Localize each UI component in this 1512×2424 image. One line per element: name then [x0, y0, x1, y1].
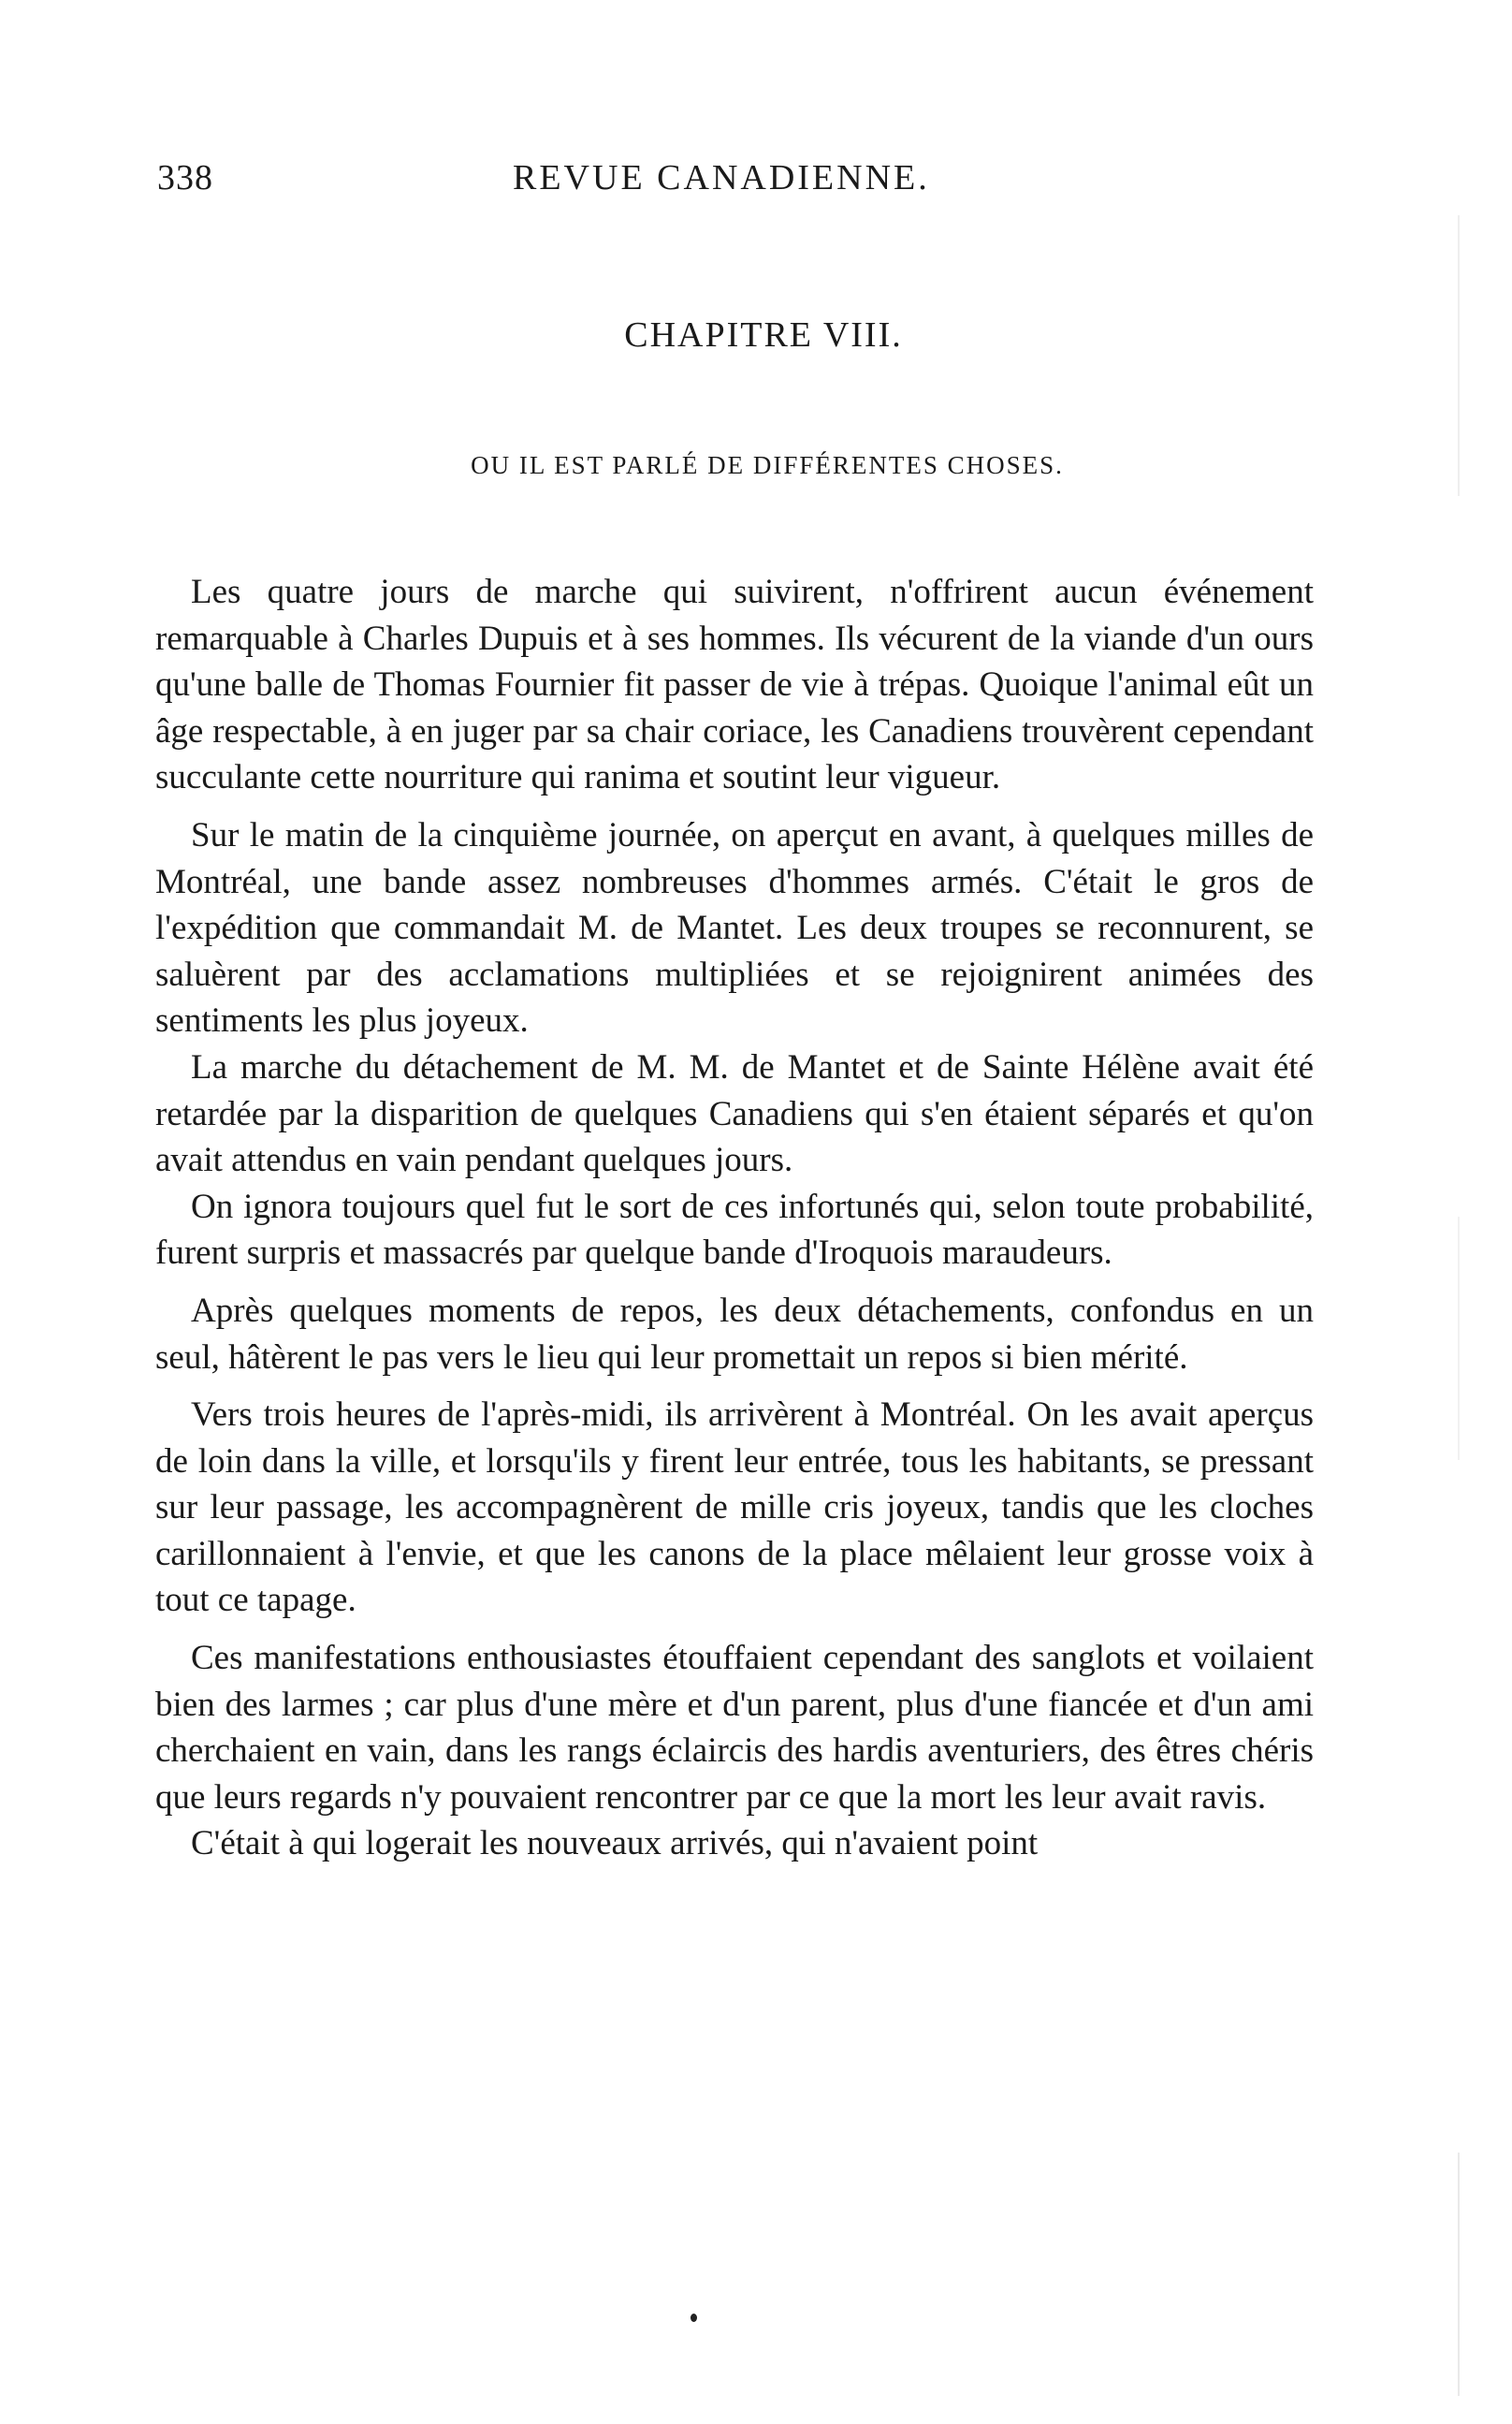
- chapter-subtitle: [0, 451, 1512, 480]
- paragraph: Sur le matin de la cinquième journée, on aperçut en avant, à quelques milles de Montréal, une bande assez nombreuses d'hommes armés. C'était le gros de l'expédition que commandait M. de Mantet. Les deux troupes se reconnurent, se saluèrent par des acclamations multipliées et se rejoignirent animées des sentiments les plus joyeux.: [155, 815, 1314, 1041]
- chapter-heading: [0, 314, 1512, 356]
- paragraph: Vers trois heures de l'après-midi, ils arrivèrent à Montréal. On les avait aperçus de loin dans la ville, et lorsqu'ils y firent leur entrée, tous les habitants, se pressant sur leur passage, les accompagnèrent de mille cris joyeux, tandis que les cloches carillonnaient à l'envie, et que les canons de la place mêlaient leur grosse voix à tout ce tapage.: [155, 1395, 1314, 1620]
- scan-edge-shadow: [1458, 1217, 1460, 1460]
- printer-mark-dot: [691, 2314, 697, 2322]
- paragraph: Les quatre jours de marche qui suivirent, n'offrirent aucun événement remarquable à Charles Dupuis et à ses hommes. Ils vécurent de la viande d'un ours qu'une balle de Thomas Fournier fit passer de vie à trépas. Quoique l'animal eût un âge respectable, à en juger par sa chair coriace, les Canadiens trouvèrent cependant succulante cette nourriture qui ranima et soutint leur vigueur.: [155, 573, 1314, 797]
- paragraph: On ignora toujours quel fut le sort de ces infortunés qui, selon toute probabilité, furent surpris et massacrés par quelque bande d'Iroquois maraudeurs.: [155, 1187, 1314, 1273]
- chapter-subtitle-text: OU IL EST PARLÉ DE DIFFÉRENTES CHOSES.: [471, 451, 1064, 479]
- paragraph: La marche du détachement de M. M. de Mantet et de Sainte Hélène avait été retardée par la disparition de quelques Canadiens qui s'en étaient séparés et qu'on avait attendus en vain pendant quelques jours.: [155, 1047, 1314, 1180]
- page-number: 338: [157, 158, 213, 197]
- scan-edge-shadow: [1458, 215, 1460, 496]
- paragraph: Ces manifestations enthousiastes étouffaient cependant des sanglots et voilaient bien des larmes ; car plus d'une mère et d'un parent, plus d'une fiancée et d'un ami cherchaient en vain, dans les rangs éclaircis des hardis aventuriers, des êtres chéris que leurs regards n'y pouvaient rencontrer par ce que la mort les leur avait ravis.: [155, 1639, 1314, 1817]
- journal-title: REVUE CANADIENNE.: [513, 158, 930, 197]
- chapter-heading-text: CHAPITRE VIII.: [624, 315, 903, 355]
- paragraph-continued: C'était à qui logerait les nouveaux arrivés, qui n'avaient point: [191, 1824, 1039, 1863]
- running-head: [157, 157, 1317, 204]
- paragraph: Après quelques moments de repos, les deux détachements, confondus en un seul, hâtèrent le pas vers le lieu qui leur promettait un repos si bien mérité.: [155, 1291, 1314, 1377]
- body-text: [155, 569, 1314, 1867]
- scan-edge-shadow: [1458, 2153, 1460, 2396]
